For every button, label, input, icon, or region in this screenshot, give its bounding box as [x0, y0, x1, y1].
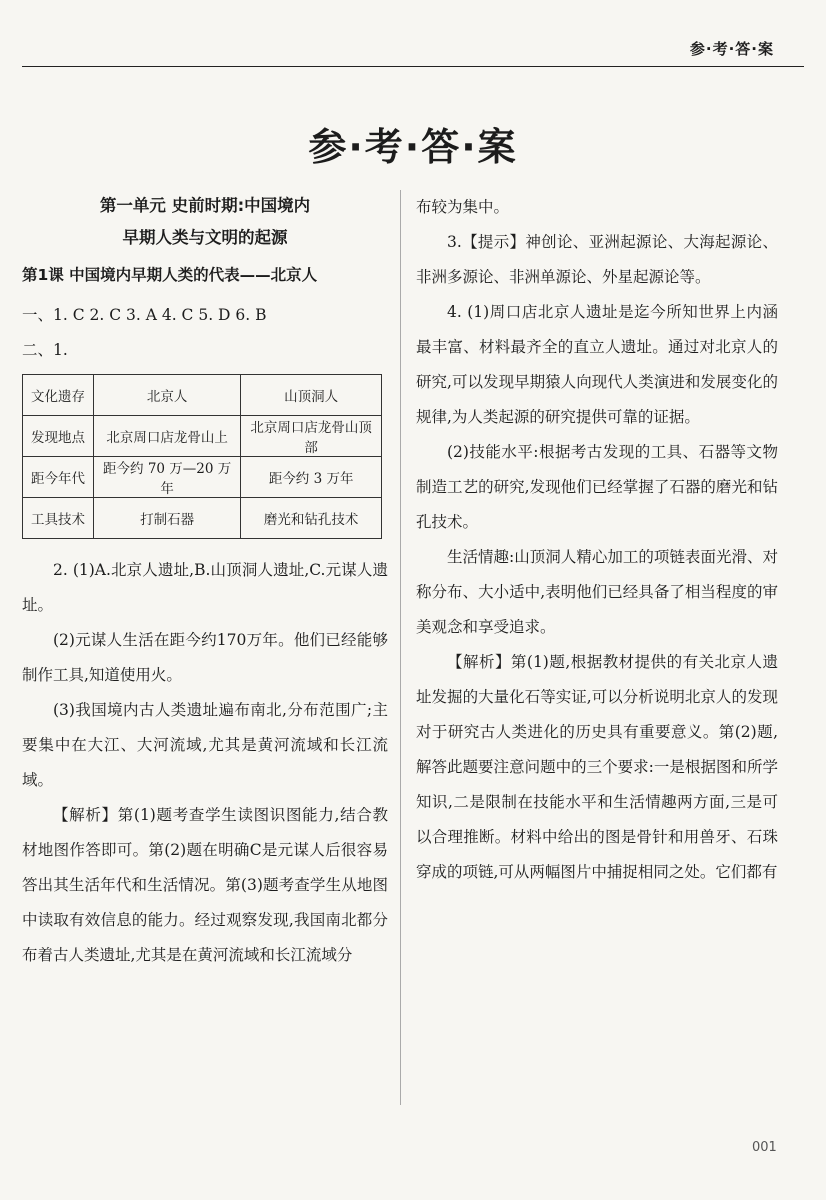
- question-4-part-1: 4. (1)周口店北京人遗址是迄今所知世界上内涵最丰富、材料最齐全的直立人遗址。通过对北京人的研究,可以发现早期猿人向现代人类演进和发展变化的规律,为人类起源的研究提供可靠的证据。: [416, 303, 778, 426]
- table-cell: 工具技术: [23, 498, 94, 539]
- unit-title-line2: 早期人类与文明的起源: [122, 228, 288, 247]
- table-cell: 磨光和钻孔技术: [241, 498, 382, 539]
- question-4-part-2: (2)技能水平:根据考古发现的工具、石器等文物制造工艺的研究,发现他们已经掌握了石器的磨光和钻孔技术。: [416, 443, 778, 531]
- right-column: [416, 190, 778, 890]
- main-title: 参·考·答·案: [308, 125, 518, 169]
- column-divider: [400, 190, 401, 1105]
- question-2-part-3: (3)我国境内古人类遗址遍布南北,分布范围广;主要集中在大江、大河流域,尤其是黄河流域和长江流域。: [22, 701, 388, 789]
- table-row: [23, 457, 382, 498]
- question-2-part-1: 2. (1)A.北京人遗址,B.山顶洞人遗址,C.元谋人遗址。: [22, 561, 388, 614]
- table-cell: 文化遗存: [23, 375, 94, 416]
- table-cell: 北京周口店龙骨山上: [94, 416, 241, 457]
- comparison-table: [22, 374, 382, 539]
- table-cell: 打制石器: [94, 498, 241, 539]
- running-header: 参·考·答·案: [689, 40, 774, 58]
- table-cell: 北京周口店龙骨山顶部: [241, 416, 382, 457]
- table-cell: 距今约 3 万年: [241, 457, 382, 498]
- table-cell: 发现地点: [23, 416, 94, 457]
- left-column: [22, 190, 388, 973]
- life-interest: 生活情趣:山顶洞人精心加工的项链表面光滑、对称分布、大小适中,表明他们已经具备了相当程度的审美观念和享受追求。: [416, 548, 778, 636]
- analysis-left: 【解析】第(1)题考查学生读图识图能力,结合教材地图作答即可。第(2)题在明确C是元谋人后很容易答出其生活年代和生活情况。第(3)题考查学生从地图中读取有效信息的能力。经过观察发现,我国南北都分布着古人类遗址,尤其是在黄河流域和长江流域分: [22, 806, 388, 964]
- table-row: [23, 498, 382, 539]
- question-3: 3.【提示】神创论、亚洲起源论、大海起源论、非洲多源论、非洲单源论、外星起源论等。: [416, 233, 778, 286]
- continued-text: 布较为集中。: [416, 198, 510, 216]
- table-cell: 距今约 70 万—20 万年: [94, 457, 241, 498]
- table-cell: 山顶洞人: [241, 375, 382, 416]
- table-row: [23, 416, 382, 457]
- table-row: [23, 375, 382, 416]
- answers-part-two-label: 二、1.: [22, 341, 68, 359]
- analysis-right: 【解析】第(1)题,根据教材提供的有关北京人遗址发掘的大量化石等实证,可以分析说明北京人的发现对于研究古人类进化的历史具有重要意义。第(2)题,解答此题要注意问题中的三个要求:一是根据图和所学知识,二是限制在技能水平和生活情趣两方面,三是可以合理推断。材料中给出的图是骨针和用兽牙、石珠穿成的项链,可从两幅图片中捕捉相同之处。它们都有: [416, 653, 778, 881]
- table-cell: 距今年代: [23, 457, 94, 498]
- header-rule: [22, 66, 804, 67]
- page-number: 001: [752, 1140, 777, 1155]
- unit-title-line1: 第一单元 史前时期:中国境内: [99, 196, 311, 215]
- question-2-part-2: (2)元谋人生活在距今约170万年。他们已经能够制作工具,知道使用火。: [22, 631, 388, 684]
- answers-part-one: 一、1. C 2. C 3. A 4. C 5. D 6. B: [22, 306, 267, 324]
- lesson-title: 第1课 中国境内早期人类的代表——北京人: [22, 266, 318, 284]
- table-cell: 北京人: [94, 375, 241, 416]
